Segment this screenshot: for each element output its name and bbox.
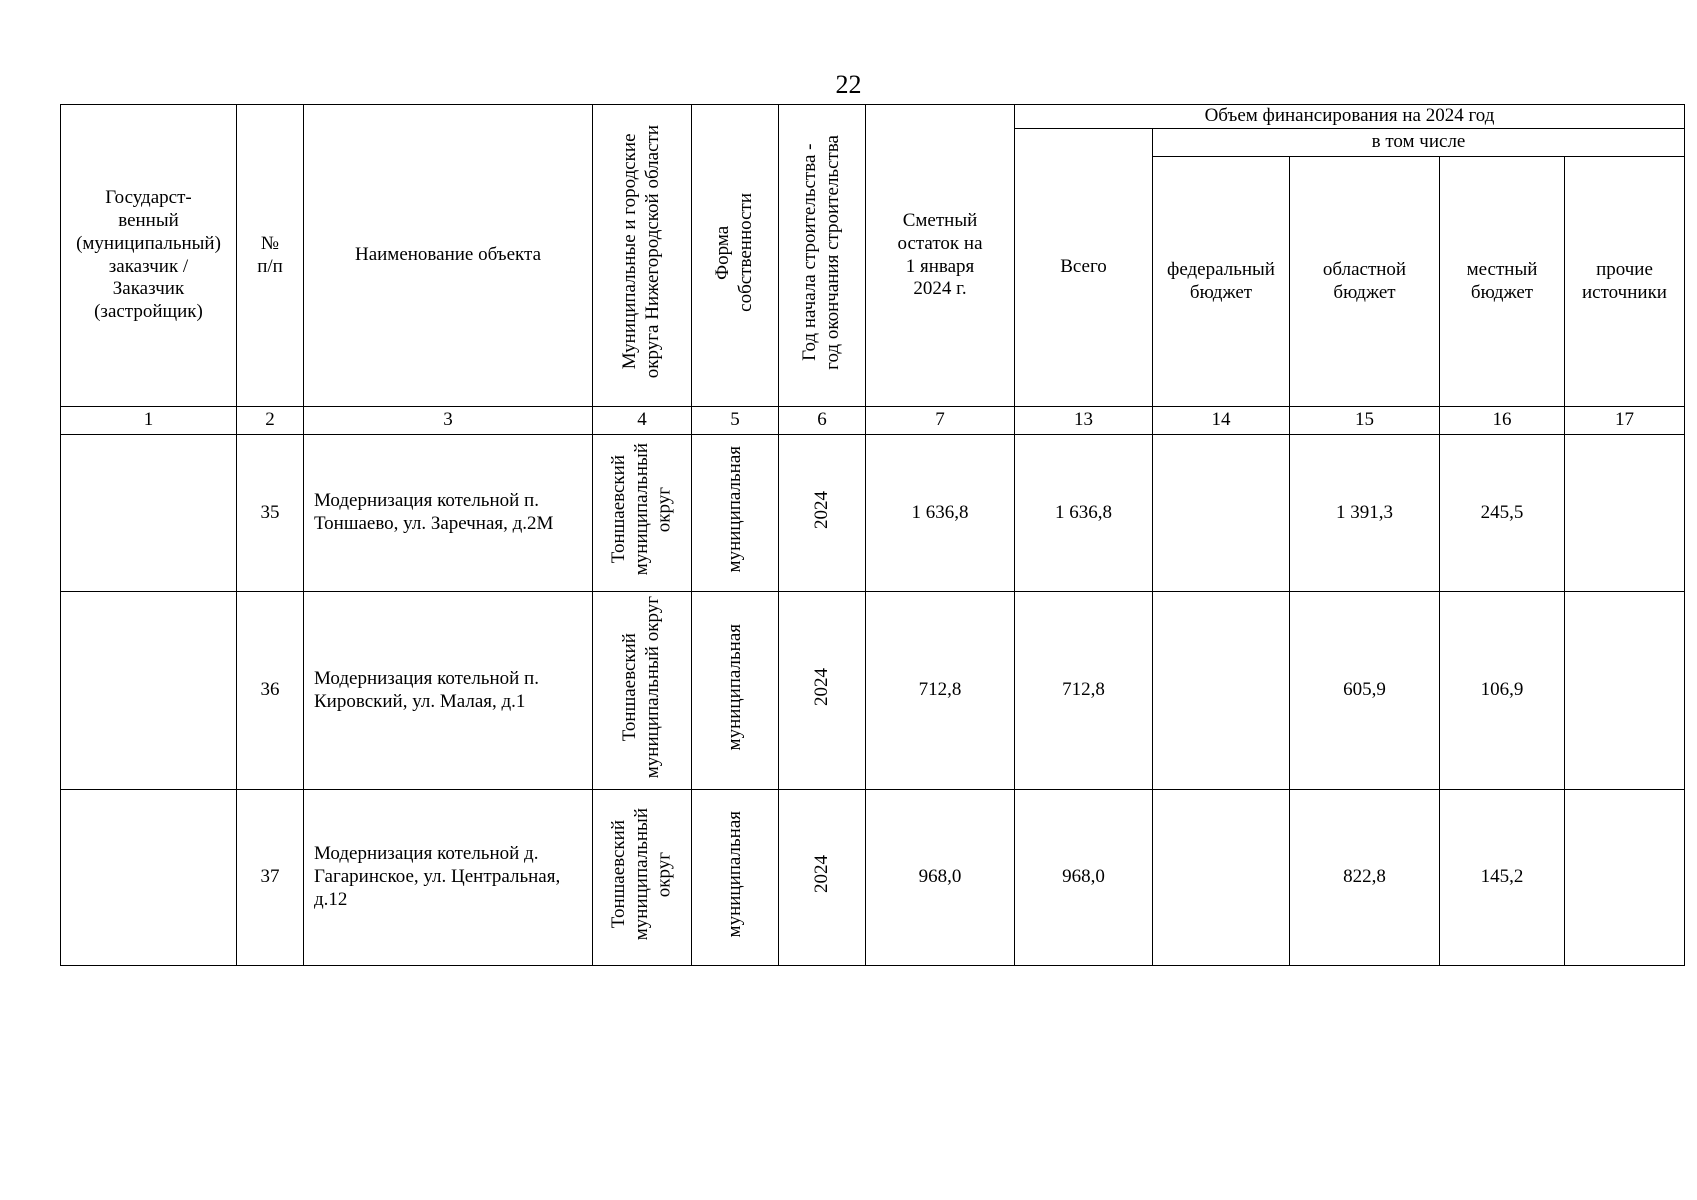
header-financing: Объем финансирования на 2024 год <box>1015 105 1685 129</box>
column-number: 2 <box>237 407 304 435</box>
cell-object-name: Модернизация котельной д. Гагаринское, ул. Центральная, д.12 <box>304 790 593 966</box>
header-num: № п/п <box>237 105 304 407</box>
column-number: 4 <box>593 407 692 435</box>
column-number: 17 <box>1565 407 1685 435</box>
header-customer: Государст- венный (муниципальный) заказчик / Заказчик (застройщик) <box>61 105 237 407</box>
column-number: 5 <box>692 407 779 435</box>
cell-federal <box>1153 790 1290 966</box>
column-number: 14 <box>1153 407 1290 435</box>
cell-regional: 1 391,3 <box>1290 435 1440 592</box>
column-number: 16 <box>1440 407 1565 435</box>
cell-other <box>1565 592 1685 790</box>
header-other: прочие источники <box>1565 157 1685 407</box>
header-municipality: Муниципальные и городские округа Нижегородской области <box>593 105 692 407</box>
cell-local: 145,2 <box>1440 790 1565 966</box>
header-years: Год начала строительства - год окончания строительства <box>779 105 866 407</box>
cell-municipality: Тоншаевский муниципальный округ <box>593 435 692 592</box>
column-number: 3 <box>304 407 593 435</box>
financing-table <box>60 104 1685 966</box>
cell-total: 1 636,8 <box>1015 435 1153 592</box>
cell-num: 36 <box>237 592 304 790</box>
cell-year: 2024 <box>779 592 866 790</box>
cell-municipality: Тоншаевский муниципальный округ <box>593 790 692 966</box>
cell-year: 2024 <box>779 435 866 592</box>
cell-ownership: муниципальная <box>692 435 779 592</box>
header-regional: областной бюджет <box>1290 157 1440 407</box>
header-federal: федеральный бюджет <box>1153 157 1290 407</box>
cell-object-name: Модернизация котельной п. Кировский, ул. Малая, д.1 <box>304 592 593 790</box>
column-number-row <box>61 407 1685 435</box>
cell-customer <box>61 435 237 592</box>
page-number: 22 <box>835 70 862 99</box>
cell-regional: 822,8 <box>1290 790 1440 966</box>
header-object-name: Наименование объекта <box>304 105 593 407</box>
header-ownership: Форма собственности <box>692 105 779 407</box>
cell-federal <box>1153 592 1290 790</box>
cell-ownership: муниципальная <box>692 592 779 790</box>
table-row <box>61 592 1685 790</box>
cell-customer <box>61 592 237 790</box>
header-local: местный бюджет <box>1440 157 1565 407</box>
cell-num: 35 <box>237 435 304 592</box>
table-row <box>61 790 1685 966</box>
cell-num: 37 <box>237 790 304 966</box>
cell-municipality: Тоншаевский муниципальный округ <box>593 592 692 790</box>
cell-other <box>1565 790 1685 966</box>
column-number: 7 <box>866 407 1015 435</box>
column-number: 1 <box>61 407 237 435</box>
column-number: 13 <box>1015 407 1153 435</box>
cell-estimate: 1 636,8 <box>866 435 1015 592</box>
cell-customer <box>61 790 237 966</box>
cell-object-name: Модернизация котельной п. Тоншаево, ул. Заречная, д.2М <box>304 435 593 592</box>
cell-estimate: 968,0 <box>866 790 1015 966</box>
cell-ownership: муниципальная <box>692 790 779 966</box>
header-including: в том числе <box>1153 129 1685 157</box>
table-row <box>61 435 1685 592</box>
cell-other <box>1565 435 1685 592</box>
column-number: 6 <box>779 407 866 435</box>
cell-estimate: 712,8 <box>866 592 1015 790</box>
cell-local: 106,9 <box>1440 592 1565 790</box>
cell-total: 968,0 <box>1015 790 1153 966</box>
cell-regional: 605,9 <box>1290 592 1440 790</box>
header-total: Всего <box>1015 129 1153 407</box>
cell-total: 712,8 <box>1015 592 1153 790</box>
column-number: 15 <box>1290 407 1440 435</box>
cell-local: 245,5 <box>1440 435 1565 592</box>
cell-year: 2024 <box>779 790 866 966</box>
header-estimate: Сметный остаток на 1 января 2024 г. <box>866 105 1015 407</box>
cell-federal <box>1153 435 1290 592</box>
